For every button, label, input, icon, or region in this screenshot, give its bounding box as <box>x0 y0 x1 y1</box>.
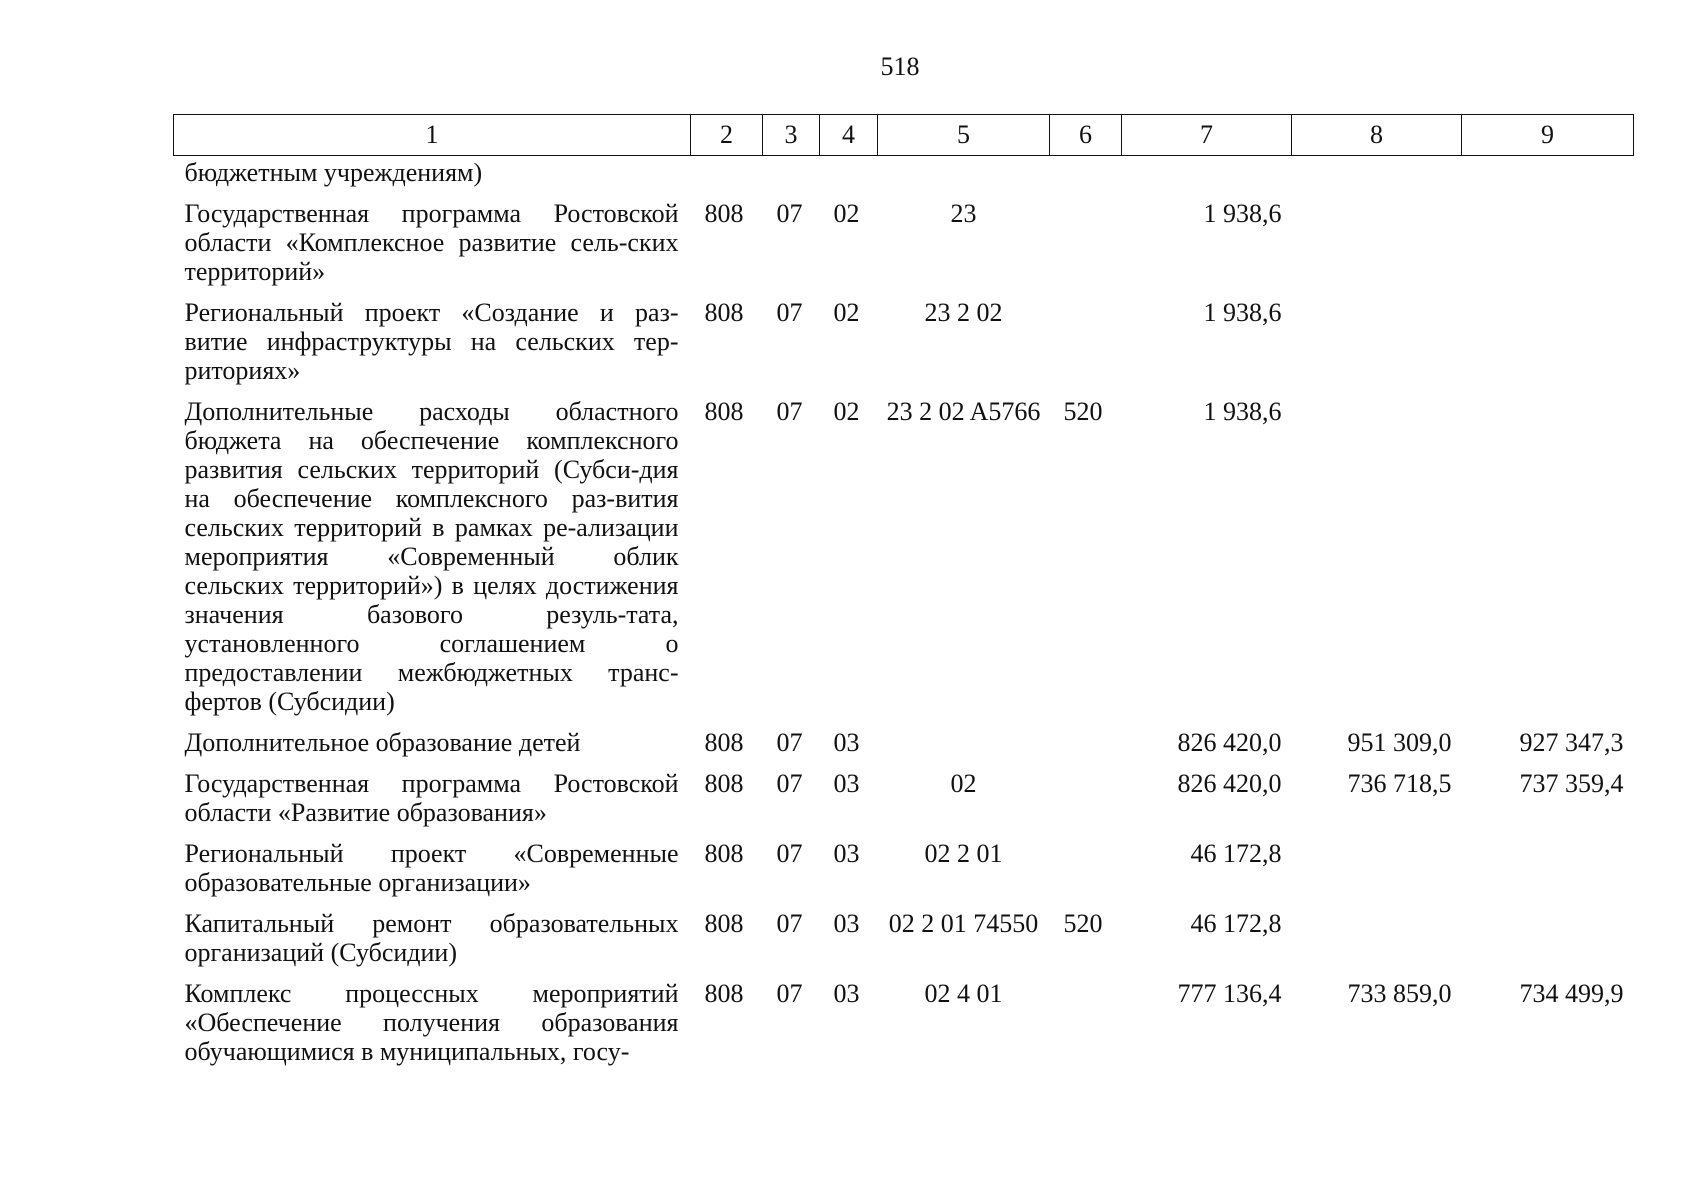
row-col-5: 02 4 01 <box>924 979 1003 1008</box>
row-col-9 <box>1462 397 1634 728</box>
row-col-8: 951 309,0 <box>1347 728 1452 757</box>
row-col-2 <box>691 156 763 200</box>
row-name: Государственная программа Ростовской области «Комплексное развитие сель-ских территорий» <box>184 199 679 286</box>
table-row <box>174 397 1634 728</box>
row-col-9 <box>1462 199 1634 298</box>
row-col-2: 808 <box>704 979 744 1008</box>
row-col-8 <box>1292 839 1462 909</box>
row-col-6: 520 <box>1063 909 1103 938</box>
row-col-8 <box>1292 298 1462 397</box>
row-col-7: 1 938,6 <box>1203 397 1282 426</box>
row-col-7: 1 938,6 <box>1203 298 1282 327</box>
row-col-7: 46 172,8 <box>1190 839 1282 868</box>
row-col-9 <box>1462 909 1634 979</box>
row-name: Дополнительное образование детей <box>184 728 581 757</box>
row-col-2: 808 <box>704 909 744 938</box>
header-cell-9: 9 <box>1462 115 1634 156</box>
row-col-3: 07 <box>776 199 803 228</box>
row-name: Государственная программа Ростовской области «Развитие образования» <box>184 769 679 827</box>
row-col-4: 03 <box>833 839 860 868</box>
table-row <box>174 909 1634 979</box>
row-col-7: 1 938,6 <box>1203 199 1282 228</box>
row-col-3: 07 <box>776 298 803 327</box>
row-col-4: 02 <box>833 397 860 426</box>
row-col-2: 808 <box>704 728 744 757</box>
header-cell-3: 3 <box>763 115 820 156</box>
header-cell-4: 4 <box>820 115 878 156</box>
row-col-5: 02 <box>950 769 977 798</box>
row-col-9 <box>1462 298 1634 397</box>
row-name: Дополнительные расходы областного бюджета на обеспечение комплексного развития сельских территорий (Субси-дия на обеспечение комплексного раз-вития сельских территорий в рамках ре-ализации мероприятия «Современный облик сельских территорий») в целях достижения значения базового резуль-тата, установленного соглашением о предоставлении межбюджетных транс-фертов (Субсидии) <box>184 397 679 716</box>
row-col-9: 737 359,4 <box>1519 769 1624 798</box>
row-col-8 <box>1292 199 1462 298</box>
row-col-4: 03 <box>833 728 860 757</box>
row-col-5: 23 2 02 A5766 <box>886 397 1041 426</box>
row-col-6 <box>1050 839 1122 909</box>
row-col-3: 07 <box>776 769 803 798</box>
row-name: Капитальный ремонт образовательных организаций (Субсидии) <box>184 909 679 967</box>
header-cell-1: 1 <box>174 115 691 156</box>
header-cell-5: 5 <box>878 115 1050 156</box>
row-col-2: 808 <box>704 769 744 798</box>
row-col-3: 07 <box>776 979 803 1008</box>
row-col-6 <box>1050 979 1122 1078</box>
row-name: бюджетным учреждениям) <box>184 158 483 187</box>
table-row <box>174 156 1634 200</box>
row-col-7: 826 420,0 <box>1177 728 1282 757</box>
row-col-3 <box>763 156 820 200</box>
row-col-8: 736 718,5 <box>1347 769 1452 798</box>
row-col-2: 808 <box>704 298 744 327</box>
row-col-2: 808 <box>704 397 744 426</box>
row-col-7: 46 172,8 <box>1190 909 1282 938</box>
header-cell-2: 2 <box>691 115 763 156</box>
row-col-9: 734 499,9 <box>1519 979 1624 1008</box>
row-col-3: 07 <box>776 728 803 757</box>
table-row <box>174 769 1634 839</box>
row-col-8 <box>1292 397 1462 728</box>
row-col-4: 03 <box>833 909 860 938</box>
row-col-5: 02 2 01 <box>924 839 1003 868</box>
row-col-5 <box>878 728 1050 769</box>
row-col-8: 733 859,0 <box>1347 979 1452 1008</box>
row-col-4: 03 <box>833 769 860 798</box>
header-cell-7: 7 <box>1122 115 1292 156</box>
row-col-8 <box>1292 909 1462 979</box>
table-row <box>174 979 1634 1078</box>
row-col-6 <box>1050 199 1122 298</box>
row-name: Региональный проект «Создание и раз-витие инфраструктуры на сельских тер-риториях» <box>184 298 679 385</box>
row-col-4 <box>820 156 878 200</box>
row-col-4: 02 <box>833 298 860 327</box>
row-col-2: 808 <box>704 839 744 868</box>
table-row <box>174 728 1634 769</box>
table-row <box>174 839 1634 909</box>
budget-table <box>173 114 1634 1078</box>
row-col-5 <box>878 156 1050 200</box>
header-row <box>174 115 1634 156</box>
row-col-7 <box>1122 156 1292 200</box>
row-col-5: 02 2 01 74550 <box>888 909 1039 938</box>
row-col-9 <box>1462 156 1634 200</box>
row-col-8 <box>1292 156 1462 200</box>
row-name: Региональный проект «Современные образовательные организации» <box>184 839 679 897</box>
row-col-6 <box>1050 298 1122 397</box>
row-col-6: 520 <box>1063 397 1103 426</box>
table-row <box>174 199 1634 298</box>
row-col-9: 927 347,3 <box>1519 728 1624 757</box>
table-row <box>174 298 1634 397</box>
row-col-5: 23 <box>950 199 977 228</box>
row-col-7: 826 420,0 <box>1177 769 1282 798</box>
row-col-3: 07 <box>776 839 803 868</box>
row-col-4: 03 <box>833 979 860 1008</box>
row-col-6 <box>1050 156 1122 200</box>
row-col-6 <box>1050 728 1122 769</box>
row-col-2: 808 <box>704 199 744 228</box>
header-cell-8: 8 <box>1292 115 1462 156</box>
header-cell-6: 6 <box>1050 115 1122 156</box>
row-col-7: 777 136,4 <box>1177 979 1282 1008</box>
row-col-5: 23 2 02 <box>924 298 1003 327</box>
row-col-6 <box>1050 769 1122 839</box>
row-col-9 <box>1462 839 1634 909</box>
row-col-4: 02 <box>833 199 860 228</box>
row-col-3: 07 <box>776 397 803 426</box>
page-number: 518 <box>880 52 920 81</box>
row-col-3: 07 <box>776 909 803 938</box>
row-name: Комплекс процессных мероприятий «Обеспечение получения образования обучающимися в муниципальных, госу- <box>184 979 679 1066</box>
